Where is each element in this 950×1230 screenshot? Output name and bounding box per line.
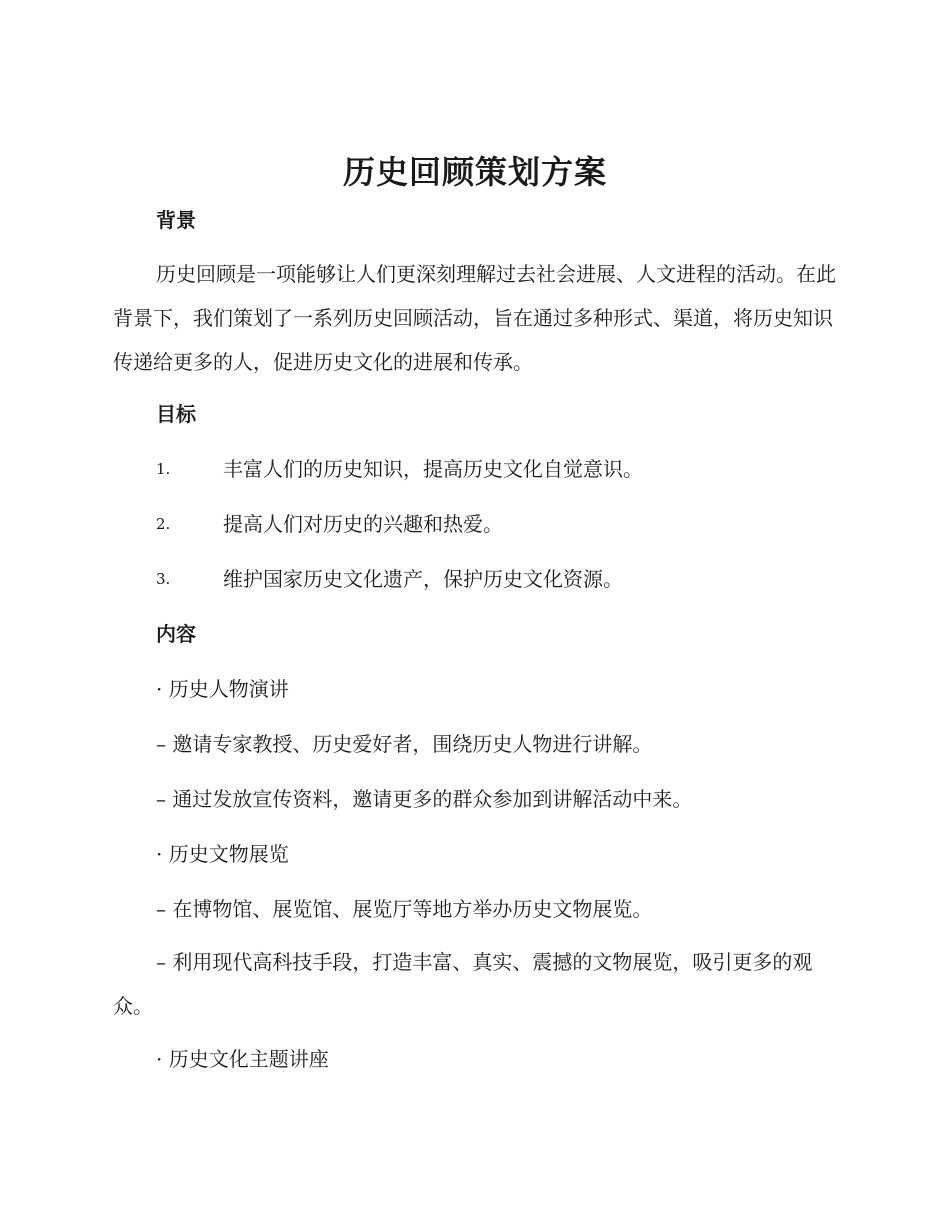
section-heading-background: 背景	[156, 208, 196, 232]
background-paragraph: 历史回顾是一项能够让人们更深刻理解过去社会进展、人文进程的活动。在此背景下，我们策划了一系列历史回顾活动，旨在通过多种形式、渠道，将历史知识传递给更多的人，促进历史文化的进展和传承。	[113, 262, 836, 374]
list-item-text: 丰富人们的历史知识，提高历史文化自觉意识。	[223, 457, 643, 481]
section-heading-goals: 目标	[156, 402, 196, 426]
list-item-number: 3.	[156, 570, 171, 588]
document-title: 历史回顾策划方案	[342, 153, 607, 191]
content-bullet: · 历史人物演讲	[156, 677, 289, 701]
list-item-text: 维护国家历史文化遗产，保护历史文化资源。	[223, 567, 623, 591]
content-subitem: – 通过发放宣传资料，邀请更多的群众参加到讲解活动中来。	[156, 787, 693, 811]
list-item-number: 2.	[156, 515, 171, 533]
content-subitem: – 利用现代高科技手段，打造丰富、真实、震撼的文物展览，吸引更多的观众。	[113, 950, 813, 1018]
content-subitem: – 在博物馆、展览馆、展览厅等地方举办历史文物展览。	[156, 897, 653, 921]
list-item-text: 提高人们对历史的兴趣和热爱。	[223, 512, 503, 536]
list-item-number: 1.	[156, 460, 171, 478]
content-bullet: · 历史文化主题讲座	[156, 1047, 329, 1071]
content-bullet: · 历史文物展览	[156, 842, 289, 866]
section-heading-content: 内容	[156, 622, 196, 646]
content-subitem: – 邀请专家教授、历史爱好者，围绕历史人物进行讲解。	[156, 732, 653, 756]
